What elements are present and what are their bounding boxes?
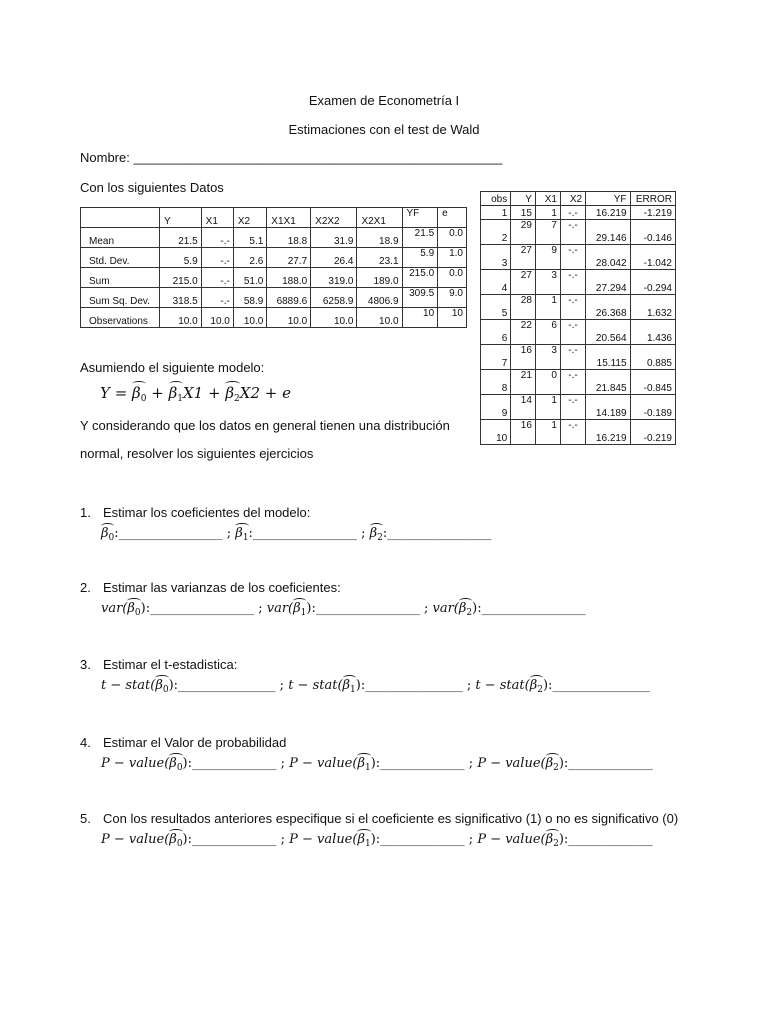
- stats-cell: 2.6: [233, 248, 266, 268]
- exercise-number: 4.: [80, 735, 91, 750]
- answer-slot[interactable]: [101, 526, 223, 541]
- stats-cell: 5.9: [160, 248, 202, 268]
- obs-cell: 14.189: [586, 395, 630, 420]
- obs-cell: 3: [535, 270, 560, 295]
- obs-cell: -.-: [560, 245, 585, 270]
- slot-separator: ;: [275, 678, 289, 693]
- exercise-title: Estimar las varianzas de los coeficientes:: [103, 580, 341, 595]
- obs-cell: -.-: [560, 370, 585, 395]
- slot-beta: $\beta_1$: [357, 756, 371, 773]
- obs-cell: 16: [511, 420, 536, 445]
- stats-col-header: [81, 208, 160, 228]
- exercise-title: Con los resultados anteriores especifique si el coeficiente es significativo (1) o no es significativo (0): [103, 811, 679, 826]
- stats-row: [81, 248, 467, 268]
- paragraph-line-2: normal, resolver los siguientes ejercicios: [80, 446, 314, 461]
- stats-cell: 10.0: [311, 308, 357, 328]
- stats-row-label: Sum: [81, 268, 160, 288]
- slot-prefix: var(: [266, 601, 294, 616]
- obs-row: [481, 320, 676, 345]
- eq-plus-2: +: [208, 384, 221, 402]
- answer-slot[interactable]: [267, 601, 420, 616]
- answer-slot[interactable]: [101, 601, 254, 616]
- obs-cell: -0.219: [630, 420, 675, 445]
- stats-col-header: YF: [402, 208, 438, 228]
- obs-cell: -0.189: [630, 395, 675, 420]
- obs-cell: 21.845: [586, 370, 630, 395]
- stats-cell: 1.0: [438, 248, 467, 268]
- observations-table: [480, 191, 676, 445]
- stats-cell: 10: [438, 308, 467, 328]
- slot-blank[interactable]: ):_______________: [542, 678, 650, 693]
- obs-row: [481, 245, 676, 270]
- obs-cell: 9: [535, 245, 560, 270]
- obs-cell: 14: [511, 395, 536, 420]
- eq-beta2: $\beta_2$: [225, 384, 240, 404]
- answer-slot[interactable]: [101, 832, 277, 847]
- obs-row: [481, 395, 676, 420]
- exercise-number: 5.: [80, 811, 91, 826]
- stats-cell: 4806.9: [357, 288, 402, 308]
- exercise-title: Estimar el t-estadistica:: [103, 657, 238, 672]
- obs-cell: 29.146: [586, 220, 630, 245]
- slot-blank[interactable]: ):_______________: [168, 678, 276, 693]
- slot-prefix: P − value(: [477, 832, 546, 847]
- obs-cell: 28.042: [586, 245, 630, 270]
- answer-slot[interactable]: [370, 526, 492, 541]
- answer-slot[interactable]: [433, 601, 586, 616]
- exercise-answer-line: [101, 601, 586, 618]
- slot-beta: $\beta_0$: [155, 678, 169, 695]
- slot-prefix: t − stat(: [101, 678, 156, 693]
- obs-cell: 16.219: [586, 206, 630, 220]
- slot-blank[interactable]: :________________: [248, 526, 357, 541]
- obs-row: [481, 345, 676, 370]
- slot-blank[interactable]: ):_____________: [370, 832, 465, 847]
- stats-cell: 26.4: [311, 248, 357, 268]
- obs-col-header: Y: [511, 192, 536, 206]
- exercise-answer-line: [101, 756, 653, 773]
- slot-beta: $\beta_0$: [169, 756, 183, 773]
- slot-blank[interactable]: ):________________: [306, 601, 420, 616]
- stats-cell: 6258.9: [311, 288, 357, 308]
- stats-cell: 319.0: [311, 268, 357, 288]
- exercise-number: 3.: [80, 657, 91, 672]
- obs-cell: 28: [511, 295, 536, 320]
- stats-cell: 27.7: [267, 248, 311, 268]
- stats-row: [81, 288, 467, 308]
- slot-prefix: P − value(: [101, 832, 170, 847]
- obs-cell: 2: [481, 220, 511, 245]
- exercise-answer-line: [101, 832, 653, 849]
- stats-cell: 10.0: [357, 308, 402, 328]
- stats-cell: 188.0: [267, 268, 311, 288]
- slot-beta: $\beta_0$: [127, 601, 141, 618]
- answer-slot[interactable]: [101, 756, 277, 771]
- eq-y: Y: [100, 384, 110, 402]
- slot-beta: $\beta_2$: [529, 678, 543, 695]
- stats-cell: -.-: [201, 288, 233, 308]
- obs-cell: 0: [535, 370, 560, 395]
- stats-cell: 31.9: [311, 228, 357, 248]
- obs-cell: -.-: [560, 345, 585, 370]
- obs-cell: 20.564: [586, 320, 630, 345]
- stats-cell: 10: [402, 308, 438, 328]
- answer-slot[interactable]: [288, 678, 463, 693]
- slot-prefix: t − stat(: [288, 678, 343, 693]
- obs-cell: -1.219: [630, 206, 675, 220]
- obs-cell: 0.885: [630, 345, 675, 370]
- stats-cell: 23.1: [357, 248, 402, 268]
- eq-plus-3: +: [264, 384, 278, 402]
- obs-cell: 21: [511, 370, 536, 395]
- slot-blank[interactable]: ):_____________: [558, 832, 653, 847]
- slot-separator: ;: [254, 601, 267, 616]
- name-field-label: Nombre: ___________________________________________________: [80, 150, 503, 165]
- slot-beta: $\beta_1$: [293, 601, 307, 618]
- exercise-answer-line: [101, 526, 491, 543]
- stats-col-header: X1X1: [267, 208, 311, 228]
- obs-col-header: obs: [481, 192, 511, 206]
- stats-cell: 189.0: [357, 268, 402, 288]
- stats-cell: -.-: [201, 228, 233, 248]
- stats-cell: -.-: [201, 248, 233, 268]
- obs-row: [481, 420, 676, 445]
- obs-cell: 15: [511, 206, 536, 220]
- slot-prefix: var(: [101, 601, 128, 616]
- slot-beta: $\beta_0$: [169, 832, 183, 849]
- obs-row: [481, 295, 676, 320]
- stats-row: [81, 308, 467, 328]
- stats-col-header: X2X1: [357, 208, 402, 228]
- slot-prefix: t − stat(: [475, 678, 530, 693]
- obs-cell: 3: [535, 345, 560, 370]
- slot-prefix: P − value(: [289, 832, 358, 847]
- obs-col-header: ERROR: [630, 192, 675, 206]
- exercise-title: Estimar los coeficientes del modelo:: [103, 505, 311, 520]
- stats-cell: 5.1: [233, 228, 266, 248]
- stats-cell: 215.0: [160, 268, 202, 288]
- slot-separator: ;: [464, 756, 478, 771]
- obs-cell: -1.042: [630, 245, 675, 270]
- slot-separator: ;: [464, 832, 478, 847]
- obs-cell: 1: [481, 206, 511, 220]
- obs-cell: 8: [481, 370, 511, 395]
- answer-slot[interactable]: [235, 526, 357, 541]
- stats-cell: 21.5: [160, 228, 202, 248]
- slot-beta: $\beta_2$: [458, 601, 473, 618]
- obs-cell: -.-: [560, 395, 585, 420]
- obs-cell: 22: [511, 320, 536, 345]
- obs-col-header: X1: [535, 192, 560, 206]
- obs-row: [481, 370, 676, 395]
- stats-cell: 309.5: [402, 288, 438, 308]
- answer-slot[interactable]: [289, 756, 465, 771]
- slot-beta: $\beta_1$: [342, 678, 356, 695]
- answer-slot[interactable]: [475, 678, 650, 693]
- answer-slot[interactable]: [477, 832, 653, 847]
- stats-cell: 0.0: [438, 268, 467, 288]
- eq-equals: =: [114, 384, 128, 402]
- stats-row-label: Mean: [81, 228, 160, 248]
- model-equation: [100, 384, 291, 404]
- obs-cell: 26.368: [586, 295, 630, 320]
- slot-blank[interactable]: ):________________: [140, 601, 255, 616]
- obs-cell: 29: [511, 220, 536, 245]
- obs-row: [481, 270, 676, 295]
- slot-prefix: var(: [432, 601, 459, 616]
- stats-cell: 6889.6: [267, 288, 311, 308]
- answer-slot[interactable]: [477, 756, 653, 771]
- obs-cell: 16.219: [586, 420, 630, 445]
- stats-row: [81, 268, 467, 288]
- obs-cell: -0.294: [630, 270, 675, 295]
- obs-cell: 1.436: [630, 320, 675, 345]
- obs-cell: -0.146: [630, 220, 675, 245]
- stats-cell: 318.5: [160, 288, 202, 308]
- slot-beta: $\beta_1$: [235, 526, 249, 543]
- exercise-answer-line: [101, 678, 650, 695]
- answer-slot[interactable]: [289, 832, 465, 847]
- stats-cell: 10.0: [233, 308, 266, 328]
- obs-cell: 5: [481, 295, 511, 320]
- obs-cell: 27.294: [586, 270, 630, 295]
- obs-cell: -.-: [560, 320, 585, 345]
- stats-cell: 0.0: [438, 228, 467, 248]
- eq-beta1: $\beta_1$: [168, 384, 183, 404]
- data-intro-label: Con los siguientes Datos: [80, 180, 224, 195]
- slot-prefix: P − value(: [101, 756, 170, 771]
- slot-blank[interactable]: :________________: [114, 526, 223, 541]
- stats-cell: 18.8: [267, 228, 311, 248]
- slot-separator: ;: [462, 678, 476, 693]
- summary-stats-table: [80, 207, 467, 328]
- obs-cell: -.-: [560, 270, 585, 295]
- obs-cell: 6: [535, 320, 560, 345]
- slot-blank[interactable]: ):________________: [472, 601, 586, 616]
- stats-col-header: Y: [160, 208, 202, 228]
- stats-cell: 9.0: [438, 288, 467, 308]
- slot-blank[interactable]: ):_______________: [355, 678, 463, 693]
- obs-cell: 3: [481, 245, 511, 270]
- slot-blank[interactable]: ):_____________: [370, 756, 465, 771]
- obs-cell: 1: [535, 295, 560, 320]
- obs-col-header: X2: [560, 192, 585, 206]
- slot-blank[interactable]: ):_____________: [182, 756, 277, 771]
- stats-row: [81, 228, 467, 248]
- obs-col-header: YF: [586, 192, 630, 206]
- stats-header-row: [81, 208, 467, 228]
- obs-cell: 10: [481, 420, 511, 445]
- answer-slot[interactable]: [101, 678, 276, 693]
- slot-separator: ;: [276, 756, 290, 771]
- obs-cell: 27: [511, 270, 536, 295]
- page-title: Examen de Econometría I: [308, 93, 460, 108]
- obs-cell: 7: [535, 220, 560, 245]
- stats-cell: 10.0: [201, 308, 233, 328]
- exercise-number: 2.: [80, 580, 91, 595]
- stats-cell: 10.0: [160, 308, 202, 328]
- obs-cell: -.-: [560, 420, 585, 445]
- slot-separator: ;: [356, 526, 370, 541]
- stats-cell: 18.9: [357, 228, 402, 248]
- slot-beta: $\beta_0$: [101, 526, 115, 543]
- obs-cell: 1: [535, 420, 560, 445]
- slot-separator: ;: [419, 601, 433, 616]
- slot-beta: $\beta_2$: [545, 756, 559, 773]
- slot-prefix: P − value(: [477, 756, 546, 771]
- stats-col-header: e: [438, 208, 467, 228]
- obs-cell: 1: [535, 395, 560, 420]
- obs-cell: 9: [481, 395, 511, 420]
- slot-separator: ;: [222, 526, 236, 541]
- eq-beta0: $\beta_0$: [132, 384, 147, 404]
- stats-cell: 10.0: [267, 308, 311, 328]
- obs-cell: 1: [535, 206, 560, 220]
- obs-cell: 27: [511, 245, 536, 270]
- slot-beta: $\beta_2$: [369, 526, 383, 543]
- slot-blank[interactable]: ):_____________: [182, 832, 277, 847]
- stats-row-label: Sum Sq. Dev.: [81, 288, 160, 308]
- obs-header-row: [481, 192, 676, 206]
- obs-cell: -.-: [560, 220, 585, 245]
- obs-cell: -.-: [560, 295, 585, 320]
- slot-blank[interactable]: :________________: [382, 526, 492, 541]
- stats-cell: 51.0: [233, 268, 266, 288]
- stats-cell: 58.9: [233, 288, 266, 308]
- eq-x1: X1: [183, 384, 204, 402]
- eq-plus-1: +: [151, 384, 164, 402]
- eq-x2: X2: [239, 384, 261, 402]
- stats-cell: 5.9: [402, 248, 438, 268]
- stats-cell: -.-: [201, 268, 233, 288]
- slot-beta: $\beta_1$: [357, 832, 371, 849]
- page-subtitle: Estimaciones con el test de Wald: [288, 122, 480, 137]
- exercise-title: Estimar el Valor de probabilidad: [103, 735, 287, 750]
- obs-cell: 7: [481, 345, 511, 370]
- slot-prefix: P − value(: [289, 756, 358, 771]
- slot-blank[interactable]: ):_____________: [558, 756, 653, 771]
- stats-col-header: X1: [201, 208, 233, 228]
- obs-cell: 6: [481, 320, 511, 345]
- obs-row: [481, 220, 676, 245]
- obs-cell: 15.115: [586, 345, 630, 370]
- obs-cell: 1.632: [630, 295, 675, 320]
- obs-cell: 16: [511, 345, 536, 370]
- obs-row: [481, 206, 676, 220]
- model-intro: Asumiendo el siguiente modelo:: [80, 360, 265, 375]
- exercise-number: 1.: [80, 505, 91, 520]
- obs-cell: -0.845: [630, 370, 675, 395]
- slot-separator: ;: [276, 832, 290, 847]
- slot-beta: $\beta_2$: [545, 832, 559, 849]
- stats-row-label: Observations: [81, 308, 160, 328]
- obs-cell: -.-: [560, 206, 585, 220]
- eq-error: e: [282, 384, 292, 402]
- stats-cell: 215.0: [402, 268, 438, 288]
- stats-row-label: Std. Dev.: [81, 248, 160, 268]
- stats-cell: 21.5: [402, 228, 438, 248]
- obs-cell: 4: [481, 270, 511, 295]
- stats-col-header: X2X2: [311, 208, 357, 228]
- stats-col-header: X2: [233, 208, 266, 228]
- paragraph-line-1: Y considerando que los datos en general tienen una distribución: [80, 418, 450, 433]
